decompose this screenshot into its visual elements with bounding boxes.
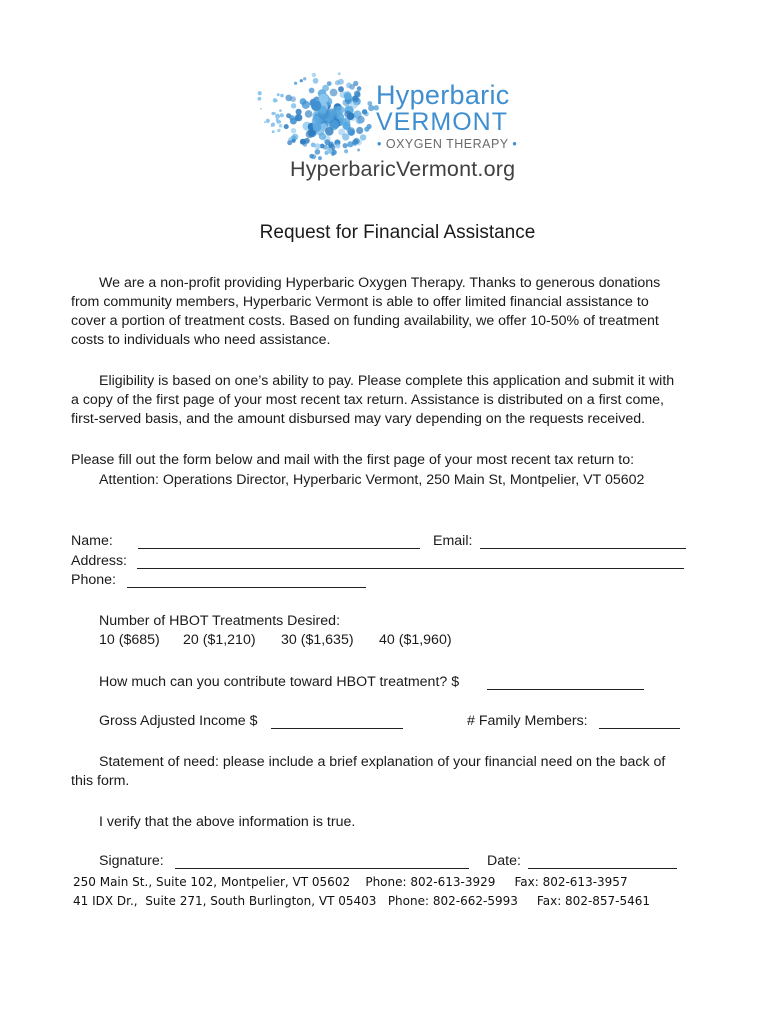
footer-address-burlington: 41 IDX Dr., Suite 271, South Burlington, VT 05403 Phone: 802-662-5993 Fax: 802-857-5461 [73, 894, 651, 908]
bubble-logo-icon [255, 70, 380, 165]
treatment-option-10[interactable]: 10 ($685) [99, 632, 160, 648]
treatment-option-30[interactable]: 30 ($1,635) [281, 632, 354, 648]
signature-field[interactable] [175, 854, 469, 869]
address-field[interactable] [137, 554, 684, 569]
name-label: Name: [71, 533, 113, 549]
contribute-label: How much can you contribute toward HBOT treatment? $ [99, 674, 460, 690]
bullet-dot-icon: • [512, 137, 518, 151]
statement-line1: Statement of need: please include a brief explanation of your financial need on the back of [99, 754, 666, 770]
intro-p1-line1: We are a non-profit providing Hyperbaric Oxygen Therapy. Thanks to generous donations [99, 275, 661, 291]
bullet-dot-icon: • [377, 137, 382, 151]
logo [255, 70, 520, 185]
family-members-field[interactable] [599, 714, 680, 729]
family-members-label: # Family Members: [467, 713, 588, 729]
logo-url: HyperbaricVermont.org [290, 157, 516, 181]
verify-statement: I verify that the above information is true. [99, 814, 356, 830]
footer-address-montpelier: 250 Main St., Suite 102, Montpelier, VT 05602 Phone: 802-613-3929 Fax: 802-613-3957 [73, 875, 628, 889]
treatment-option-40[interactable]: 40 ($1,960) [379, 632, 452, 648]
contribute-field[interactable] [487, 675, 644, 690]
intro-p2-line3: first-served basis, and the amount disbursed may vary depending on the requests received. [71, 411, 646, 427]
mail-instructions: Please fill out the form below and mail with the first page of your most recent tax return to: [71, 452, 635, 468]
intro-p1-line3: cover a portion of treatment costs. Based on funding availability, we offer 10-50% of treatment [71, 313, 659, 329]
address-label: Address: [71, 553, 127, 569]
income-label: Gross Adjusted Income $ [99, 713, 258, 729]
logo-line-vermont: VERMONT [376, 108, 508, 136]
statement-line2: this form. [71, 773, 130, 789]
mail-attention: Attention: Operations Director, Hyperbaric Vermont, 250 Main St, Montpelier, VT 05602 [99, 472, 645, 488]
email-field[interactable] [480, 534, 686, 549]
intro-p2-line1: Eligibility is based on one’s ability to pay. Please complete this application and submit it with [99, 373, 675, 389]
phone-label: Phone: [71, 572, 116, 588]
page-title: Request for Financial Assistance [259, 222, 536, 243]
treatment-option-20[interactable]: 20 ($1,210) [183, 632, 256, 648]
signature-label: Signature: [99, 853, 164, 869]
email-label: Email: [433, 533, 473, 549]
treatments-label: Number of HBOT Treatments Desired: [99, 613, 341, 629]
date-label: Date: [487, 853, 521, 869]
income-field[interactable] [271, 714, 403, 729]
logo-line-oxygen-therapy: • OXYGEN THERAPY • [377, 137, 518, 151]
date-field[interactable] [528, 854, 677, 869]
logo-line-hyperbaric: Hyperbaric [376, 80, 510, 110]
phone-field[interactable] [127, 573, 366, 588]
intro-p2-line2: a copy of the first page of your most recent tax return. Assistance is distributed on a first come, [71, 392, 664, 408]
intro-p1-line2: from community members, Hyperbaric Vermont is able to offer limited financial assistance to [71, 294, 649, 310]
name-field[interactable] [138, 534, 420, 549]
intro-p1-line4: costs to individuals who need assistance. [71, 332, 331, 348]
